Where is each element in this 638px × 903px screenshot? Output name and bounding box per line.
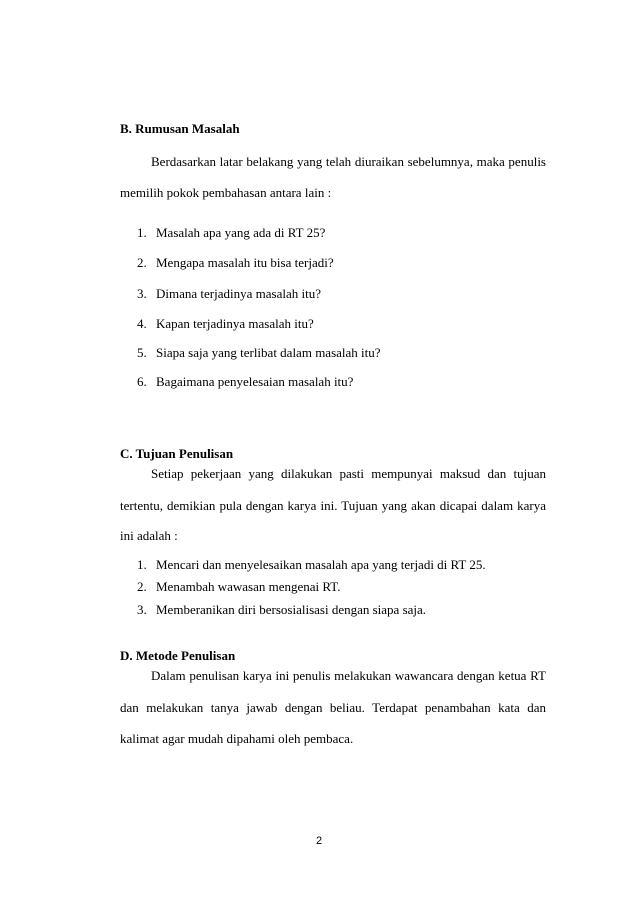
list-item-number: 2.: [137, 255, 147, 270]
list-item-text: Kapan terjadinya masalah itu?: [156, 316, 314, 331]
list-item-text: Mengapa masalah itu bisa terjadi?: [156, 255, 334, 270]
list-item-number: 3.: [137, 602, 147, 617]
section-b-heading: B. Rumusan Masalah: [120, 121, 240, 136]
list-item-text: Dimana terjadinya masalah itu?: [156, 286, 321, 301]
list-item-text: Menambah wawasan mengenai RT.: [156, 579, 341, 594]
section-c-paragraph-line-2: tertentu, demikian pula dengan karya ini. Tujuan yang akan dicapai dalam karya: [120, 498, 546, 513]
section-c-heading: C. Tujuan Penulisan: [120, 446, 234, 461]
section-d-heading: D. Metode Penulisan: [120, 648, 236, 663]
section-c-paragraph-line-3: ini adalah :: [120, 528, 178, 543]
list-item-number: 4.: [137, 316, 147, 331]
section-d-paragraph-line-1: Dalam penulisan karya ini penulis melakukan wawancara dengan ketua RT: [151, 668, 546, 683]
list-item-text: Bagaimana penyelesaian masalah itu?: [156, 374, 354, 389]
list-item-number: 6.: [137, 374, 147, 389]
list-item-text: Memberanikan diri bersosialisasi dengan siapa saja.: [156, 602, 427, 617]
list-item-number: 2.: [137, 579, 147, 594]
list-item-text: Siapa saja yang terlibat dalam masalah itu?: [156, 345, 381, 360]
section-c-paragraph-line-1: Setiap pekerjaan yang dilakukan pasti mempunyai maksud dan tujuan: [151, 466, 546, 481]
section-b-paragraph-line-1: Berdasarkan latar belakang yang telah diuraikan sebelumnya, maka penulis: [151, 154, 546, 169]
list-item-number: 3.: [137, 286, 147, 301]
section-d-paragraph-line-3: kalimat agar mudah dipahami oleh pembaca.: [120, 731, 354, 746]
list-item-number: 5.: [137, 345, 147, 360]
section-d-paragraph-line-2: dan melakukan tanya jawab dengan beliau. Terdapat penambahan kata dan: [120, 700, 546, 715]
list-item-number: 1.: [137, 557, 147, 572]
section-b-paragraph-line-2: memilih pokok pembahasan antara lain :: [120, 185, 332, 200]
list-item-number: 1.: [137, 225, 147, 240]
list-item-text: Masalah apa yang ada di RT 25?: [156, 225, 326, 240]
list-item-text: Mencari dan menyelesaikan masalah apa yang terjadi di RT 25.: [156, 557, 486, 572]
page-number: 2: [315, 835, 323, 847]
